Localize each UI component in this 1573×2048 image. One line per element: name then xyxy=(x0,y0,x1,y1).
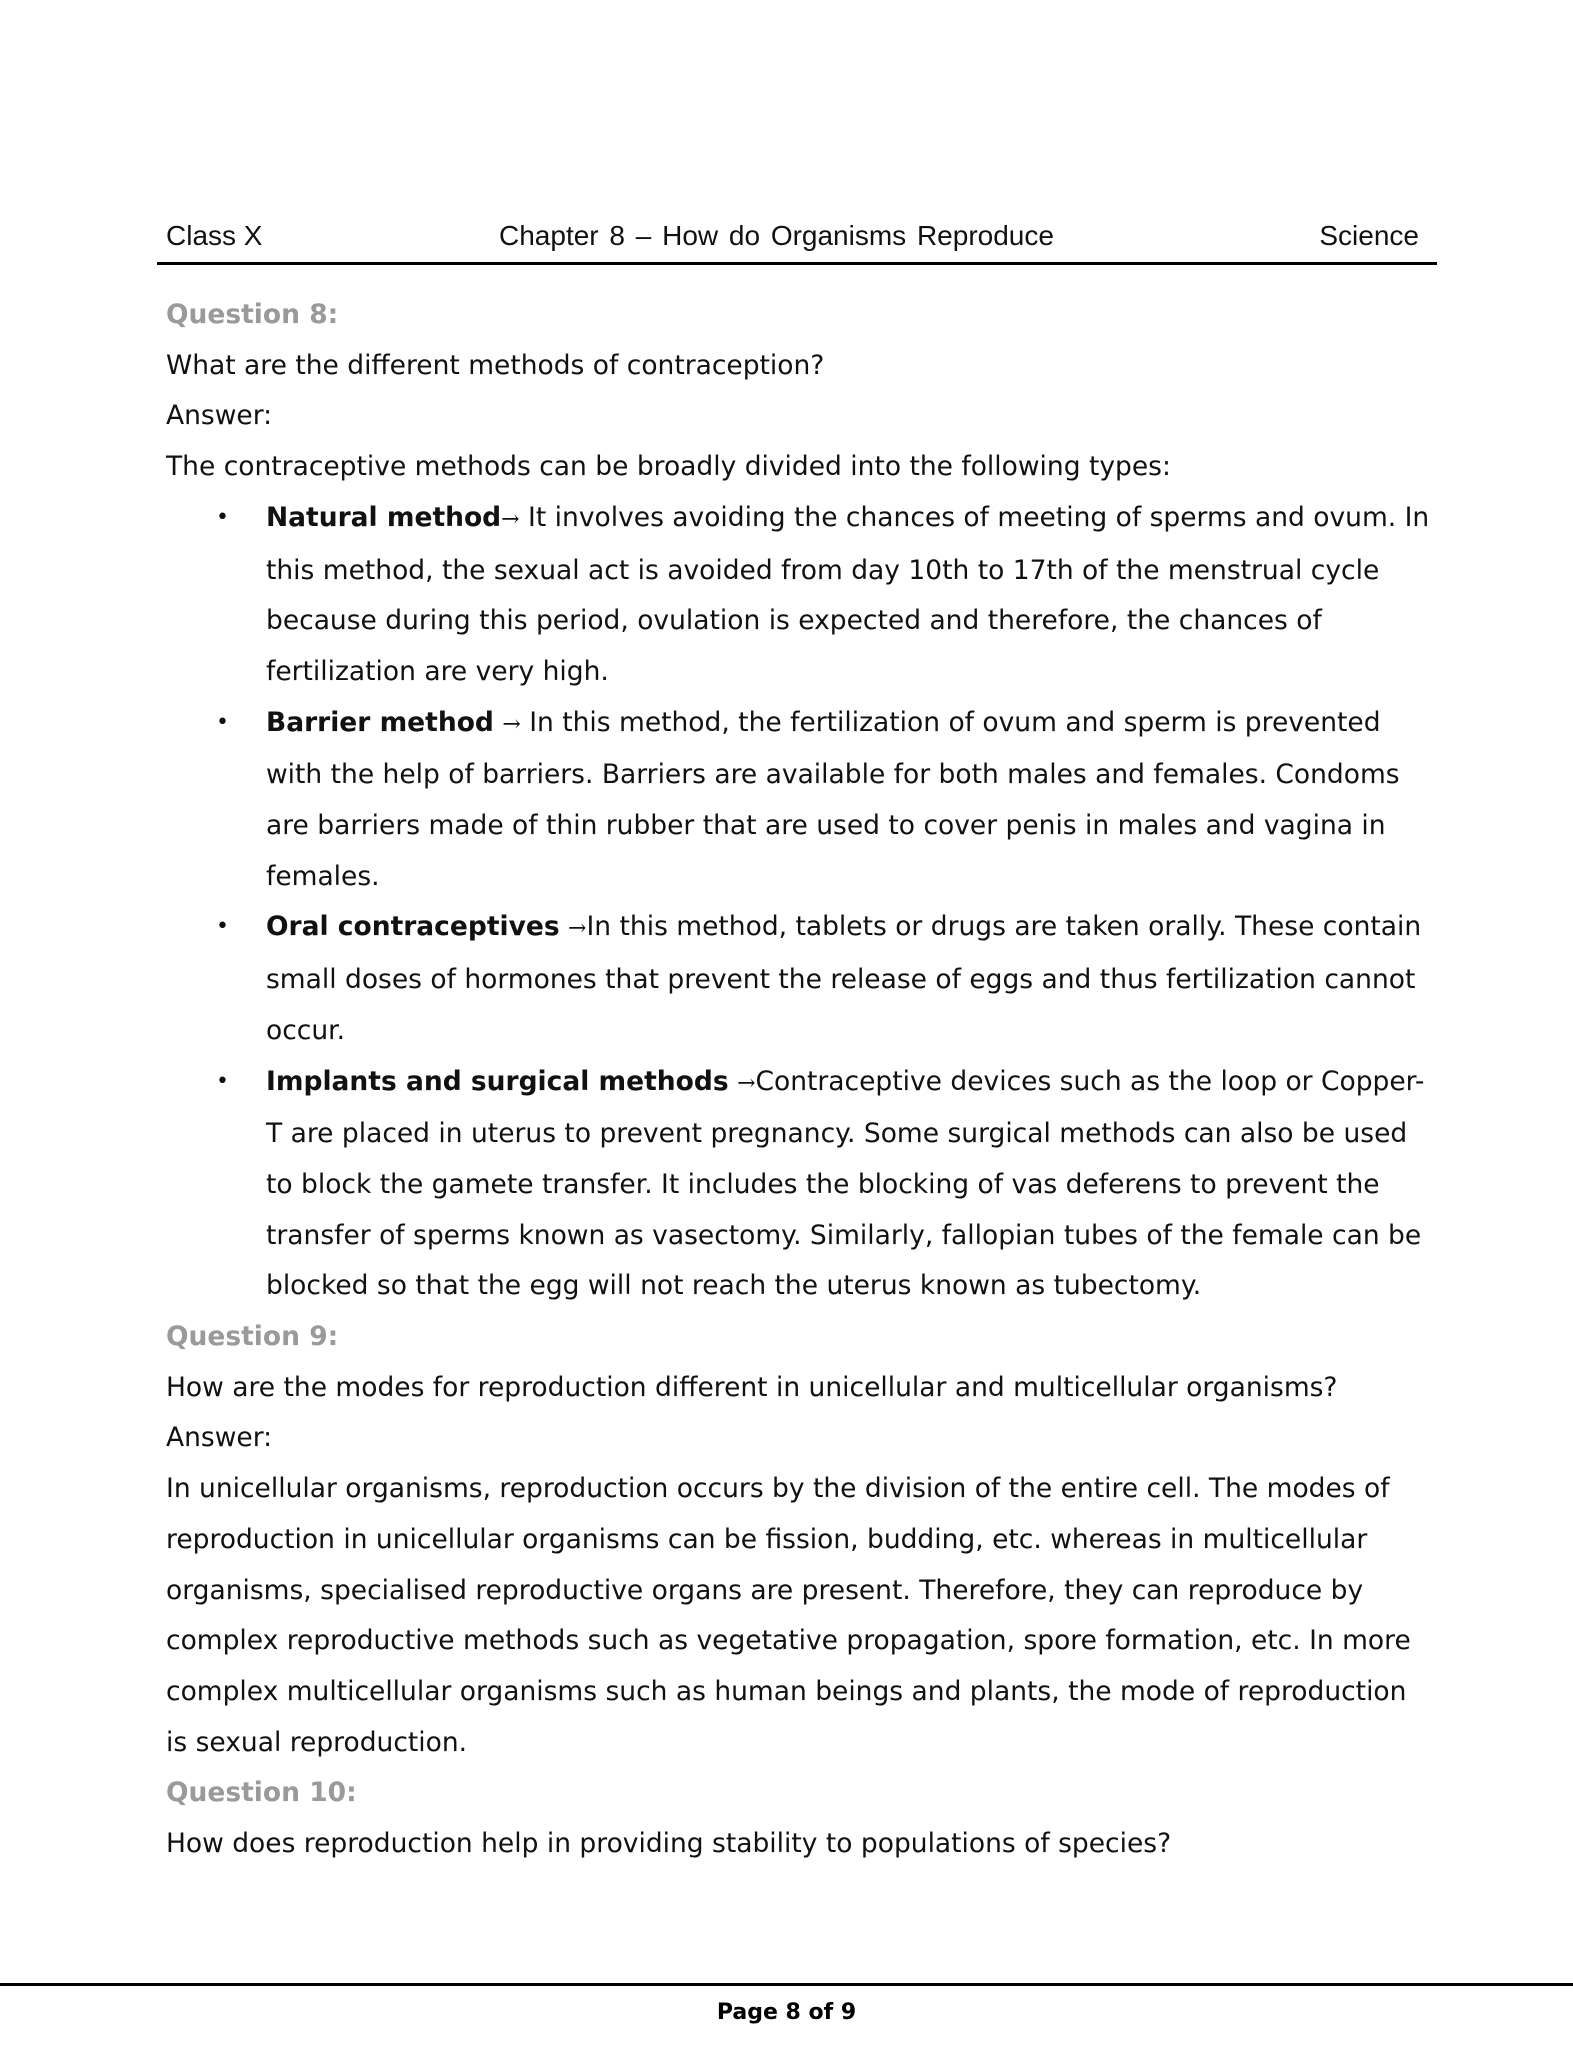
list-item-barrier-method xyxy=(166,698,1436,903)
question-9-text: How are the modes for reproduction different in unicellular and multicellular organisms? xyxy=(166,1371,1338,1403)
method-term: Natural method xyxy=(266,501,502,533)
question-10-section xyxy=(166,1768,1436,1869)
header-subject: Science xyxy=(1319,220,1419,251)
answer-8-label: Answer: xyxy=(166,400,273,432)
method-description: It involves avoiding the chances of meeting of sperms and ovum. In this method, the sexual act is avoided from day 10th to 17th of the menstrual cycle because during this period, ovulation is expected and therefore, the chances of fertilization are very high. xyxy=(266,501,1430,687)
question-9-label: Question 9: xyxy=(166,1321,339,1353)
spacer xyxy=(521,707,529,738)
list-item-natural-method xyxy=(166,493,1436,698)
right-arrow-icon: → xyxy=(502,711,521,737)
spacer xyxy=(729,1066,737,1097)
footer-divider xyxy=(0,1983,1573,1986)
right-arrow-icon: → xyxy=(737,1070,756,1096)
right-arrow-icon: → xyxy=(501,506,520,532)
method-description: In this method, tablets or drugs are taken orally. These contain small doses of hormones that prevent the release of eggs and thus fertilization cannot occur. xyxy=(266,911,1422,1046)
question-10-text: How does reproduction help in providing stability to populations of species? xyxy=(166,1828,1172,1860)
method-term: Oral contraceptives xyxy=(266,911,560,943)
bullet-icon: • xyxy=(216,504,229,530)
header-chapter-title: Chapter 8 – How do Organisms Reproduce xyxy=(499,220,1054,251)
spacer xyxy=(560,911,568,942)
header-class: Class X xyxy=(166,220,263,251)
list-item-implants-surgical-methods xyxy=(166,1057,1436,1313)
method-term: Implants and surgical methods xyxy=(266,1065,729,1097)
page-number: Page 8 of 9 xyxy=(716,2000,857,2025)
page-content xyxy=(166,290,1436,1870)
list-item-oral-contraceptives xyxy=(166,902,1436,1056)
bullet-icon: • xyxy=(216,1068,229,1094)
question-8-label: Question 8: xyxy=(166,299,339,330)
question-10-label: Question 10: xyxy=(166,1777,357,1809)
method-description: Contraceptive devices such as the loop or Copper-T are placed in uterus to prevent pregnancy. Some surgical methods can also be used to block the gamete transfer. It includes the blocking of vas deferens to prevent the transfer of sperms known as vasectomy. Similarly, fallopian tubes of the female can be blocked so that the egg will not reach the uterus known as tubectomy. xyxy=(266,1065,1425,1302)
question-9-section xyxy=(166,1312,1436,1768)
question-8-text: What are the different methods of contraception? xyxy=(166,349,825,381)
method-description: In this method, the fertilization of ovum and sperm is prevented with the help of barriers. Barriers are available for both males and females. Condoms are barriers made of thin rubber that are used to cover penis in males and vagina in females. xyxy=(266,706,1400,892)
question-8-section xyxy=(166,290,1436,1312)
answer-8-intro: The contraceptive methods can be broadly divided into the following types: xyxy=(166,451,1171,483)
bullet-icon: • xyxy=(216,709,229,735)
page-header xyxy=(157,214,1437,265)
right-arrow-icon: → xyxy=(568,916,587,942)
answer-9-label: Answer: xyxy=(166,1422,273,1454)
spacer xyxy=(520,502,528,533)
bullet-icon: • xyxy=(216,914,229,940)
answer-9-text: In unicellular organisms, reproduction occurs by the division of the entire cell. The modes of reproduction in unicellular organisms can be fission, budding, etc. whereas in multicellular organisms, specialised reproductive organs are present. Therefore, they can reproduce by complex reproductive methods such as vegetative propagation, spore formation, etc. In more complex multicellular organisms such as human beings and plants, the mode of reproduction is sexual reproduction. xyxy=(166,1473,1411,1758)
contraception-methods-list xyxy=(166,493,1436,1312)
method-term: Barrier method xyxy=(266,706,494,738)
